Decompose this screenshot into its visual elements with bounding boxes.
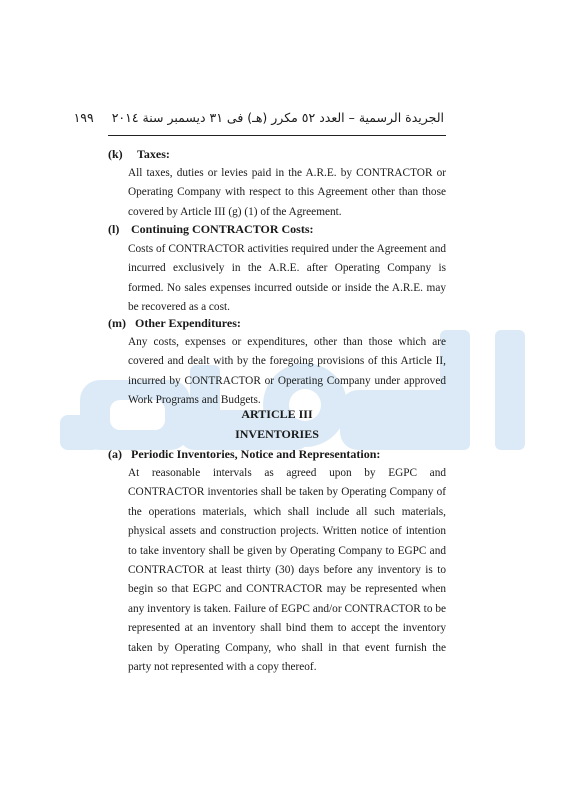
- section-l-title: Continuing CONTRACTOR Costs:: [131, 222, 314, 236]
- header-rule: [108, 135, 446, 136]
- article-title: INVENTORIES: [235, 427, 319, 441]
- section-k-title: Taxes:: [137, 147, 170, 161]
- section-k-heading: [108, 146, 170, 162]
- article-number: ARTICLE III: [241, 407, 313, 421]
- section-m-label: (m): [108, 316, 126, 330]
- section-l-label: (l): [108, 222, 120, 236]
- section-a-body: At reasonable intervals as agreed upon by EGPC and CONTRACTOR inventories shall be taken by Operating Company of the operations materials, which shall include all such materials, physical assets and construction projects. Written notice of intention to take inventory shall be given by Operating Company to EGPC and CONTRACTOR at least thirty (30) days before any inventory is to begin so that EGPC and CONTRACTOR may be represented when any inventory is taken. Failure of EGPC and/or CONTRACTOR to be represented at an inventory shall bind them to accept the inventory taken by Operating Company, who shall in that event furnish the party not represented with a copy thereof.: [128, 467, 446, 674]
- section-m-title: Other Expenditures:: [135, 316, 241, 330]
- section-k-label: (k): [108, 147, 123, 161]
- section-a-heading: [108, 446, 380, 462]
- section-l-body: Costs of CONTRACTOR activities required under the Agreement and incurred exclusively in the A.R.E. after Operating Company is formed. No sales expenses incurred outside or inside the A.R.E. may be recovered as a cost.: [128, 243, 446, 314]
- gazette-header: [73, 110, 444, 126]
- section-a-title: Periodic Inventories, Notice and Representation:: [131, 447, 381, 461]
- page-number: ١٩٩: [73, 110, 94, 125]
- section-k-body: All taxes, duties or levies paid in the A.R.E. by CONTRACTOR or Operating Company with respect to this Agreement other than those covered by Article III (g) (1) of the Agreement.: [128, 167, 446, 218]
- header-title: الجريدة الرسمية – العدد ٥٢ مكرر (هـ) فى ٣١ ديسمبر سنة ٢٠١٤: [111, 110, 444, 125]
- section-l-heading: [108, 221, 313, 237]
- section-m-heading: [108, 315, 241, 331]
- section-a-label: (a): [108, 447, 122, 461]
- section-m-body: Any costs, expenses or expenditures, other than those which are covered and dealt with by the foregoing provisions of this Article II, incurred by CONTRACTOR or Operating Company under approved Work Programs and Budgets.: [128, 336, 446, 407]
